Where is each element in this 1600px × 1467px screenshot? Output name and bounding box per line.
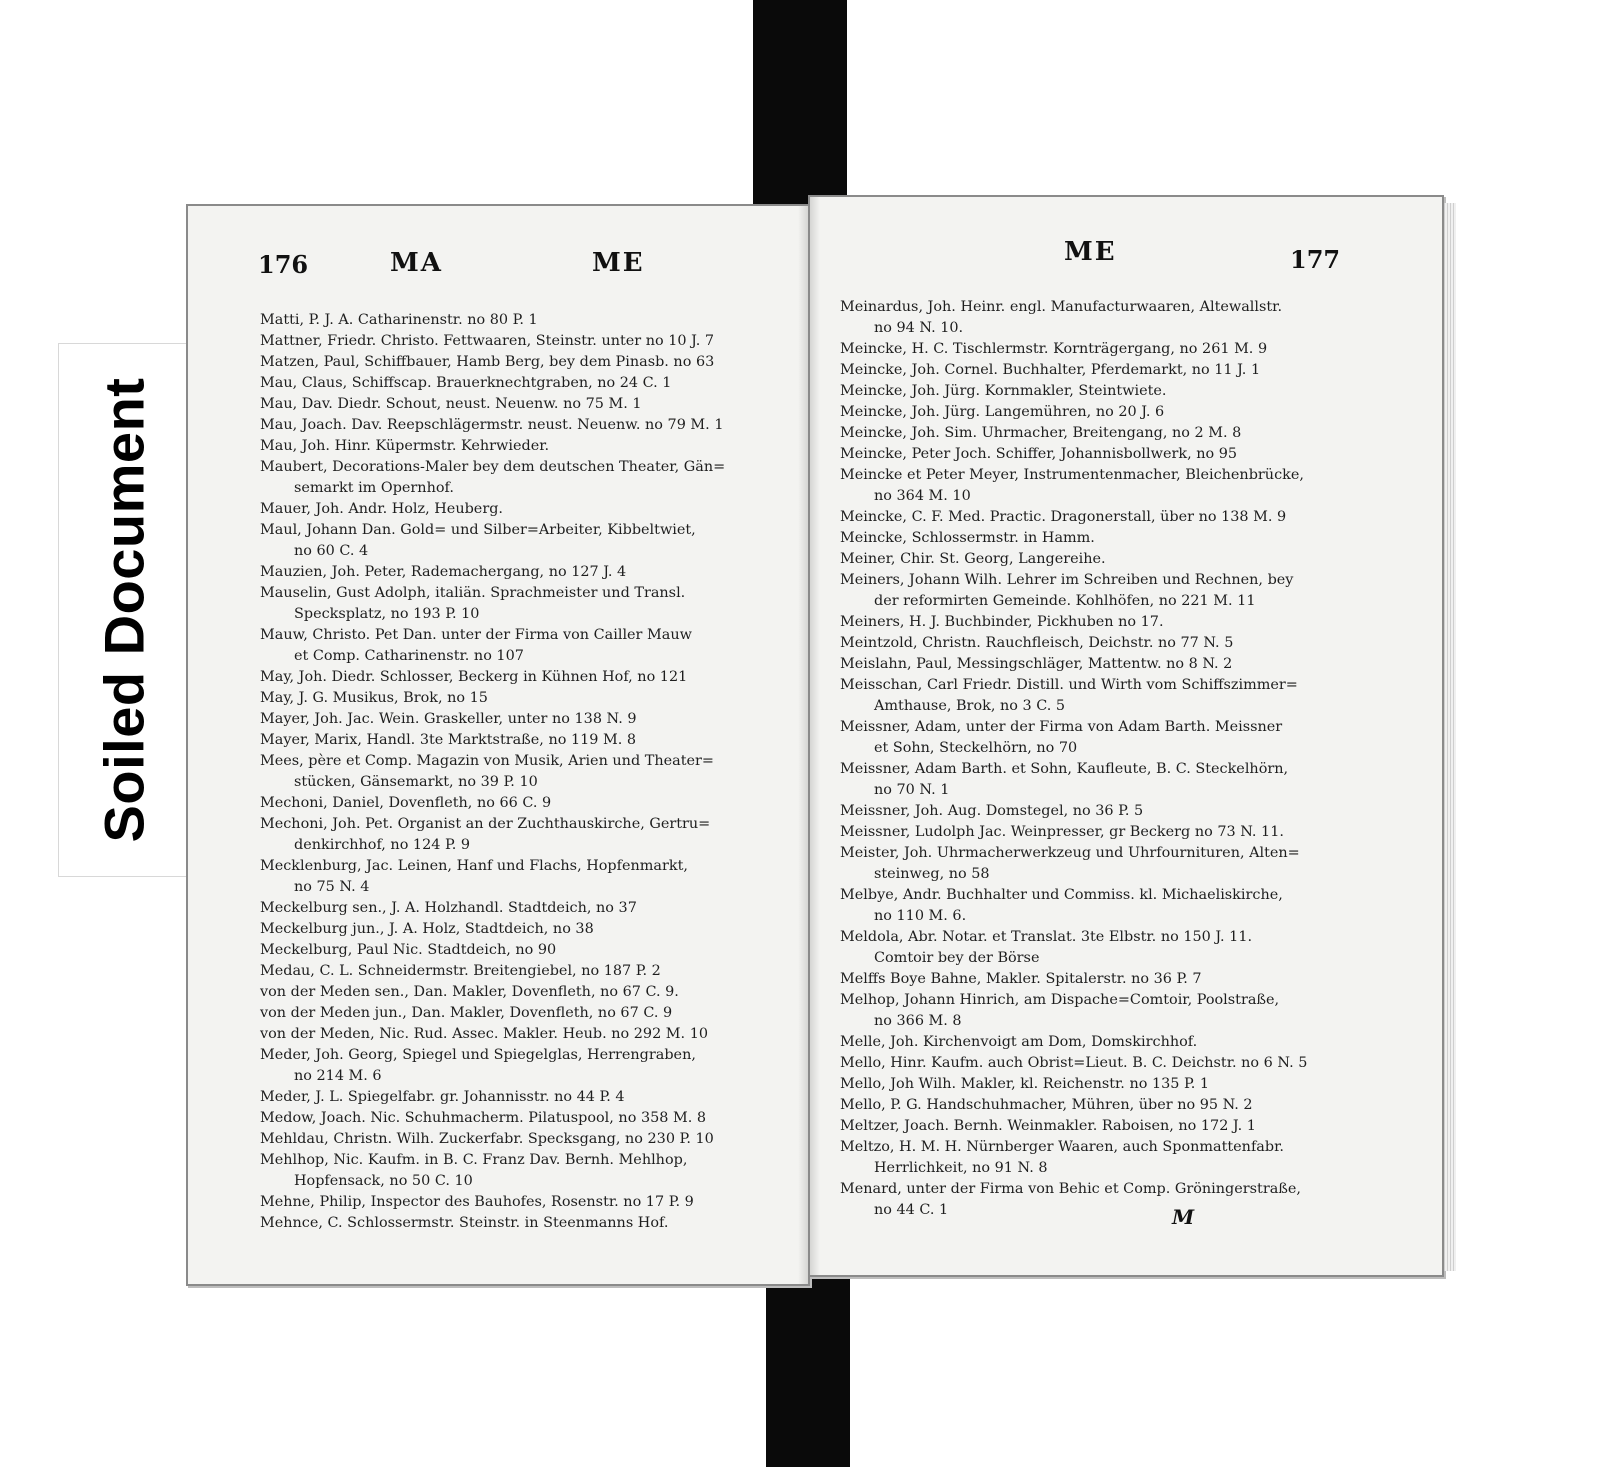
entry-line: Specksplatz, no 193 P. 10 xyxy=(294,606,480,622)
entry-line: Mehlhop, Nic. Kaufm. in B. C. Franz Dav. Bernh. Mehlhop, xyxy=(260,1152,688,1168)
entry-line: Meiners, Johann Wilh. Lehrer im Schreiben und Rechnen, bey xyxy=(840,572,1294,588)
entry-line: Meincke, Joh. Jürg. Kornmakler, Steintwiete. xyxy=(840,383,1167,399)
entry-line: no 60 C. 4 xyxy=(294,543,369,559)
entry-line: der reformirten Gemeinde. Kohlhöfen, no 221 M. 11 xyxy=(874,593,1256,609)
entry-line: Meltzo, H. M. H. Nürnberger Waaren, auch Sponmattenfabr. xyxy=(840,1139,1284,1155)
entry-line: Matzen, Paul, Schiffbauer, Hamb Berg, bey dem Pinasb. no 63 xyxy=(260,354,715,370)
entry-line: von der Meden sen., Dan. Makler, Dovenfleth, no 67 C. 9. xyxy=(260,984,679,1000)
entry-line: Meissner, Adam Barth. et Sohn, Kaufleute, B. C. Steckelhörn, xyxy=(840,761,1289,777)
entry-line: Melhop, Johann Hinrich, am Dispache=Comtoir, Poolstraße, xyxy=(840,992,1280,1008)
entry-line: no 366 M. 8 xyxy=(874,1013,962,1029)
entry-line: Meder, Joh. Georg, Spiegel und Spiegelglas, Herrengraben, xyxy=(260,1047,696,1063)
entry-line: Melle, Joh. Kirchenvoigt am Dom, Domskirchhof. xyxy=(840,1034,1198,1050)
gutter-shadow xyxy=(810,197,820,1275)
entry-line: Meintzold, Christn. Rauchfleisch, Deichstr. no 77 N. 5 xyxy=(840,635,1234,651)
left-header-me: ME xyxy=(592,248,645,278)
entry-line: von der Meden jun., Dan. Makler, Dovenfleth, no 67 C. 9 xyxy=(260,1005,673,1021)
entry-line: Meissner, Ludolph Jac. Weinpresser, gr Beckerg no 73 N. 11. xyxy=(840,824,1284,840)
entry-line: Mattner, Friedr. Christo. Fettwaaren, Steinstr. unter no 10 J. 7 xyxy=(260,333,715,349)
entry-line: Mauer, Joh. Andr. Holz, Heuberg. xyxy=(260,501,503,517)
entry-line: Meckelburg, Paul Nic. Stadtdeich, no 90 xyxy=(260,942,557,958)
entry-line: Meister, Joh. Uhrmacherwerkzeug und Uhrfournituren, Alten= xyxy=(840,845,1300,861)
entry-line: no 75 N. 4 xyxy=(294,879,370,895)
entry-line: Meiner, Chir. St. Georg, Langereihe. xyxy=(840,551,1106,567)
entry-line: Meiners, H. J. Buchbinder, Pickhuben no 17. xyxy=(840,614,1164,630)
entry-line: Maubert, Decorations-Maler bey dem deutschen Theater, Gän= xyxy=(260,459,726,475)
entry-line: Meinardus, Joh. Heinr. engl. Manufacturwaaren, Altewallstr. xyxy=(840,299,1283,315)
entry-line: Hopfensack, no 50 C. 10 xyxy=(294,1173,473,1189)
entry-line: Mehnce, C. Schlossermstr. Steinstr. in Steenmanns Hof. xyxy=(260,1215,669,1231)
entry-line: semarkt im Opernhof. xyxy=(294,480,454,496)
entry-line: Mayer, Joh. Jac. Wein. Graskeller, unter no 138 N. 9 xyxy=(260,711,637,727)
entry-line: Meincke, Joh. Jürg. Langemühren, no 20 J. 6 xyxy=(840,404,1165,420)
entry-line: no 70 N. 1 xyxy=(874,782,950,798)
entry-line: no 44 C. 1 xyxy=(874,1202,949,1218)
entry-line: Meincke, Schlossermstr. in Hamm. xyxy=(840,530,1095,546)
entry-line: Meincke, Peter Joch. Schiffer, Johannisbollwerk, no 95 xyxy=(840,446,1238,462)
entry-line: Meissner, Joh. Aug. Domstegel, no 36 P. 5 xyxy=(840,803,1144,819)
entry-line: Matti, P. J. A. Catharinenstr. no 80 P. 1 xyxy=(260,312,538,328)
entry-line: Meckelburg jun., J. A. Holz, Stadtdeich, no 38 xyxy=(260,921,594,937)
entry-line: Mau, Joh. Hinr. Küpermstr. Kehrwieder. xyxy=(260,438,550,454)
entry-line: Meissner, Adam, unter der Firma von Adam Barth. Meissner xyxy=(840,719,1283,735)
entry-line: no 94 N. 10. xyxy=(874,320,964,336)
entry-line: Meltzer, Joach. Bernh. Weinmakler. Raboisen, no 172 J. 1 xyxy=(840,1118,1256,1134)
entry-line: Mehldau, Christn. Wilh. Zuckerfabr. Specksgang, no 230 P. 10 xyxy=(260,1131,714,1147)
entry-line: Medow, Joach. Nic. Schuhmacherm. Pilatuspool, no 358 M. 8 xyxy=(260,1110,707,1126)
entry-line: Meincke, C. F. Med. Practic. Dragonerstall, über no 138 M. 9 xyxy=(840,509,1287,525)
entry-line: Meislahn, Paul, Messingschläger, Mattentw. no 8 N. 2 xyxy=(840,656,1233,672)
entry-line: Mello, Joh Wilh. Makler, kl. Reichenstr. no 135 P. 1 xyxy=(840,1076,1210,1092)
entry-line: May, Joh. Diedr. Schlosser, Beckerg in Kühnen Hof, no 121 xyxy=(260,669,688,685)
entry-line: steinweg, no 58 xyxy=(874,866,990,882)
entry-line: Meincke, Joh. Cornel. Buchhalter, Pferdemarkt, no 11 J. 1 xyxy=(840,362,1261,378)
entry-line: Meckelburg sen., J. A. Holzhandl. Stadtdeich, no 37 xyxy=(260,900,637,916)
entry-line: no 110 M. 6. xyxy=(874,908,967,924)
entry-line: Meisschan, Carl Friedr. Distill. und Wirth vom Schiffszimmer= xyxy=(840,677,1298,693)
entry-line: Comtoir bey der Börse xyxy=(874,950,1040,966)
entry-line: et Sohn, Steckelhörn, no 70 xyxy=(874,740,1078,756)
entry-line: Mello, P. G. Handschuhmacher, Mühren, über no 95 N. 2 xyxy=(840,1097,1253,1113)
entry-line: von der Meden, Nic. Rud. Assec. Makler. Heub. no 292 M. 10 xyxy=(260,1026,709,1042)
entry-line: Medau, C. L. Schneidermstr. Breitengiebel, no 187 P. 2 xyxy=(260,963,661,979)
signature-mark: M xyxy=(1172,1205,1195,1229)
entry-line: Amthause, Brok, no 3 C. 5 xyxy=(874,698,1066,714)
soiled-document-text: Soiled Document xyxy=(92,377,156,843)
entry-line: denkirchhof, no 124 P. 9 xyxy=(294,837,471,853)
entry-line: May, J. G. Musikus, Brok, no 15 xyxy=(260,690,488,706)
entry-line: no 364 M. 10 xyxy=(874,488,971,504)
soiled-document-label xyxy=(58,343,190,877)
entry-line: Meder, J. L. Spiegelfabr. gr. Johannisstr. no 44 P. 4 xyxy=(260,1089,625,1105)
entry-line: Meincke, H. C. Tischlermstr. Kornträgergang, no 261 M. 9 xyxy=(840,341,1268,357)
entry-line: Mauw, Christo. Pet Dan. unter der Firma von Cailler Mauw xyxy=(260,627,692,643)
right-page-number: 177 xyxy=(1290,245,1341,274)
left-header-ma: MA xyxy=(390,248,443,278)
entry-line: Mauzien, Joh. Peter, Rademachergang, no 127 J. 4 xyxy=(260,564,627,580)
entry-line: Meincke, Joh. Sim. Uhrmacher, Breitengang, no 2 M. 8 xyxy=(840,425,1242,441)
left-page-number: 176 xyxy=(258,250,309,279)
entry-line: Mees, père et Comp. Magazin von Musik, Arien und Theater= xyxy=(260,753,714,769)
entry-line: Mayer, Marix, Handl. 3te Marktstraße, no 119 M. 8 xyxy=(260,732,637,748)
left-entry-list xyxy=(260,310,780,1234)
entry-line: Menard, unter der Firma von Behic et Comp. Gröningerstraße, xyxy=(840,1181,1301,1197)
entry-line: Maul, Johann Dan. Gold= und Silber=Arbeiter, Kibbeltwiet, xyxy=(260,522,696,538)
entry-line: Meldola, Abr. Notar. et Translat. 3te Elbstr. no 150 J. 11. xyxy=(840,929,1253,945)
entry-line: Mau, Joach. Dav. Reepschlägermstr. neust. Neuenw. no 79 M. 1 xyxy=(260,417,724,433)
entry-line: Meincke et Peter Meyer, Instrumentenmacher, Bleichenbrücke, xyxy=(840,467,1304,483)
entry-line: Mechoni, Daniel, Dovenfleth, no 66 C. 9 xyxy=(260,795,552,811)
entry-line: Mecklenburg, Jac. Leinen, Hanf und Flachs, Hopfenmarkt, xyxy=(260,858,688,874)
entry-line: Mechoni, Joh. Pet. Organist an der Zuchthauskirche, Gertru= xyxy=(260,816,711,832)
entry-line: Herrlichkeit, no 91 N. 8 xyxy=(874,1160,1048,1176)
entry-line: Mehne, Philip, Inspector des Bauhofes, Rosenstr. no 17 P. 9 xyxy=(260,1194,694,1210)
entry-line: Mauselin, Gust Adolph, italiän. Sprachmeister und Transl. xyxy=(260,585,686,601)
entry-line: Melffs Boye Bahne, Makler. Spitalerstr. no 36 P. 7 xyxy=(840,971,1202,987)
right-header-me: ME xyxy=(1064,237,1117,267)
right-entry-list xyxy=(840,297,1380,1221)
entry-line: et Comp. Catharinenstr. no 107 xyxy=(294,648,524,664)
binding-strap-top xyxy=(753,0,847,210)
entry-line: Mello, Hinr. Kaufm. auch Obrist=Lieut. B. C. Deichstr. no 6 N. 5 xyxy=(840,1055,1308,1071)
entry-line: no 214 M. 6 xyxy=(294,1068,382,1084)
entry-line: Melbye, Andr. Buchhalter und Commiss. kl. Michaeliskirche, xyxy=(840,887,1283,903)
left-page xyxy=(186,204,810,1286)
binding-strap-bottom xyxy=(766,1265,850,1467)
entry-line: stücken, Gänsemarkt, no 39 P. 10 xyxy=(294,774,538,790)
entry-line: Mau, Dav. Diedr. Schout, neust. Neuenw. no 75 M. 1 xyxy=(260,396,642,412)
entry-line: Mau, Claus, Schiffscap. Brauerknechtgraben, no 24 C. 1 xyxy=(260,375,672,391)
gutter-shadow xyxy=(798,206,808,1284)
right-page xyxy=(808,195,1444,1277)
